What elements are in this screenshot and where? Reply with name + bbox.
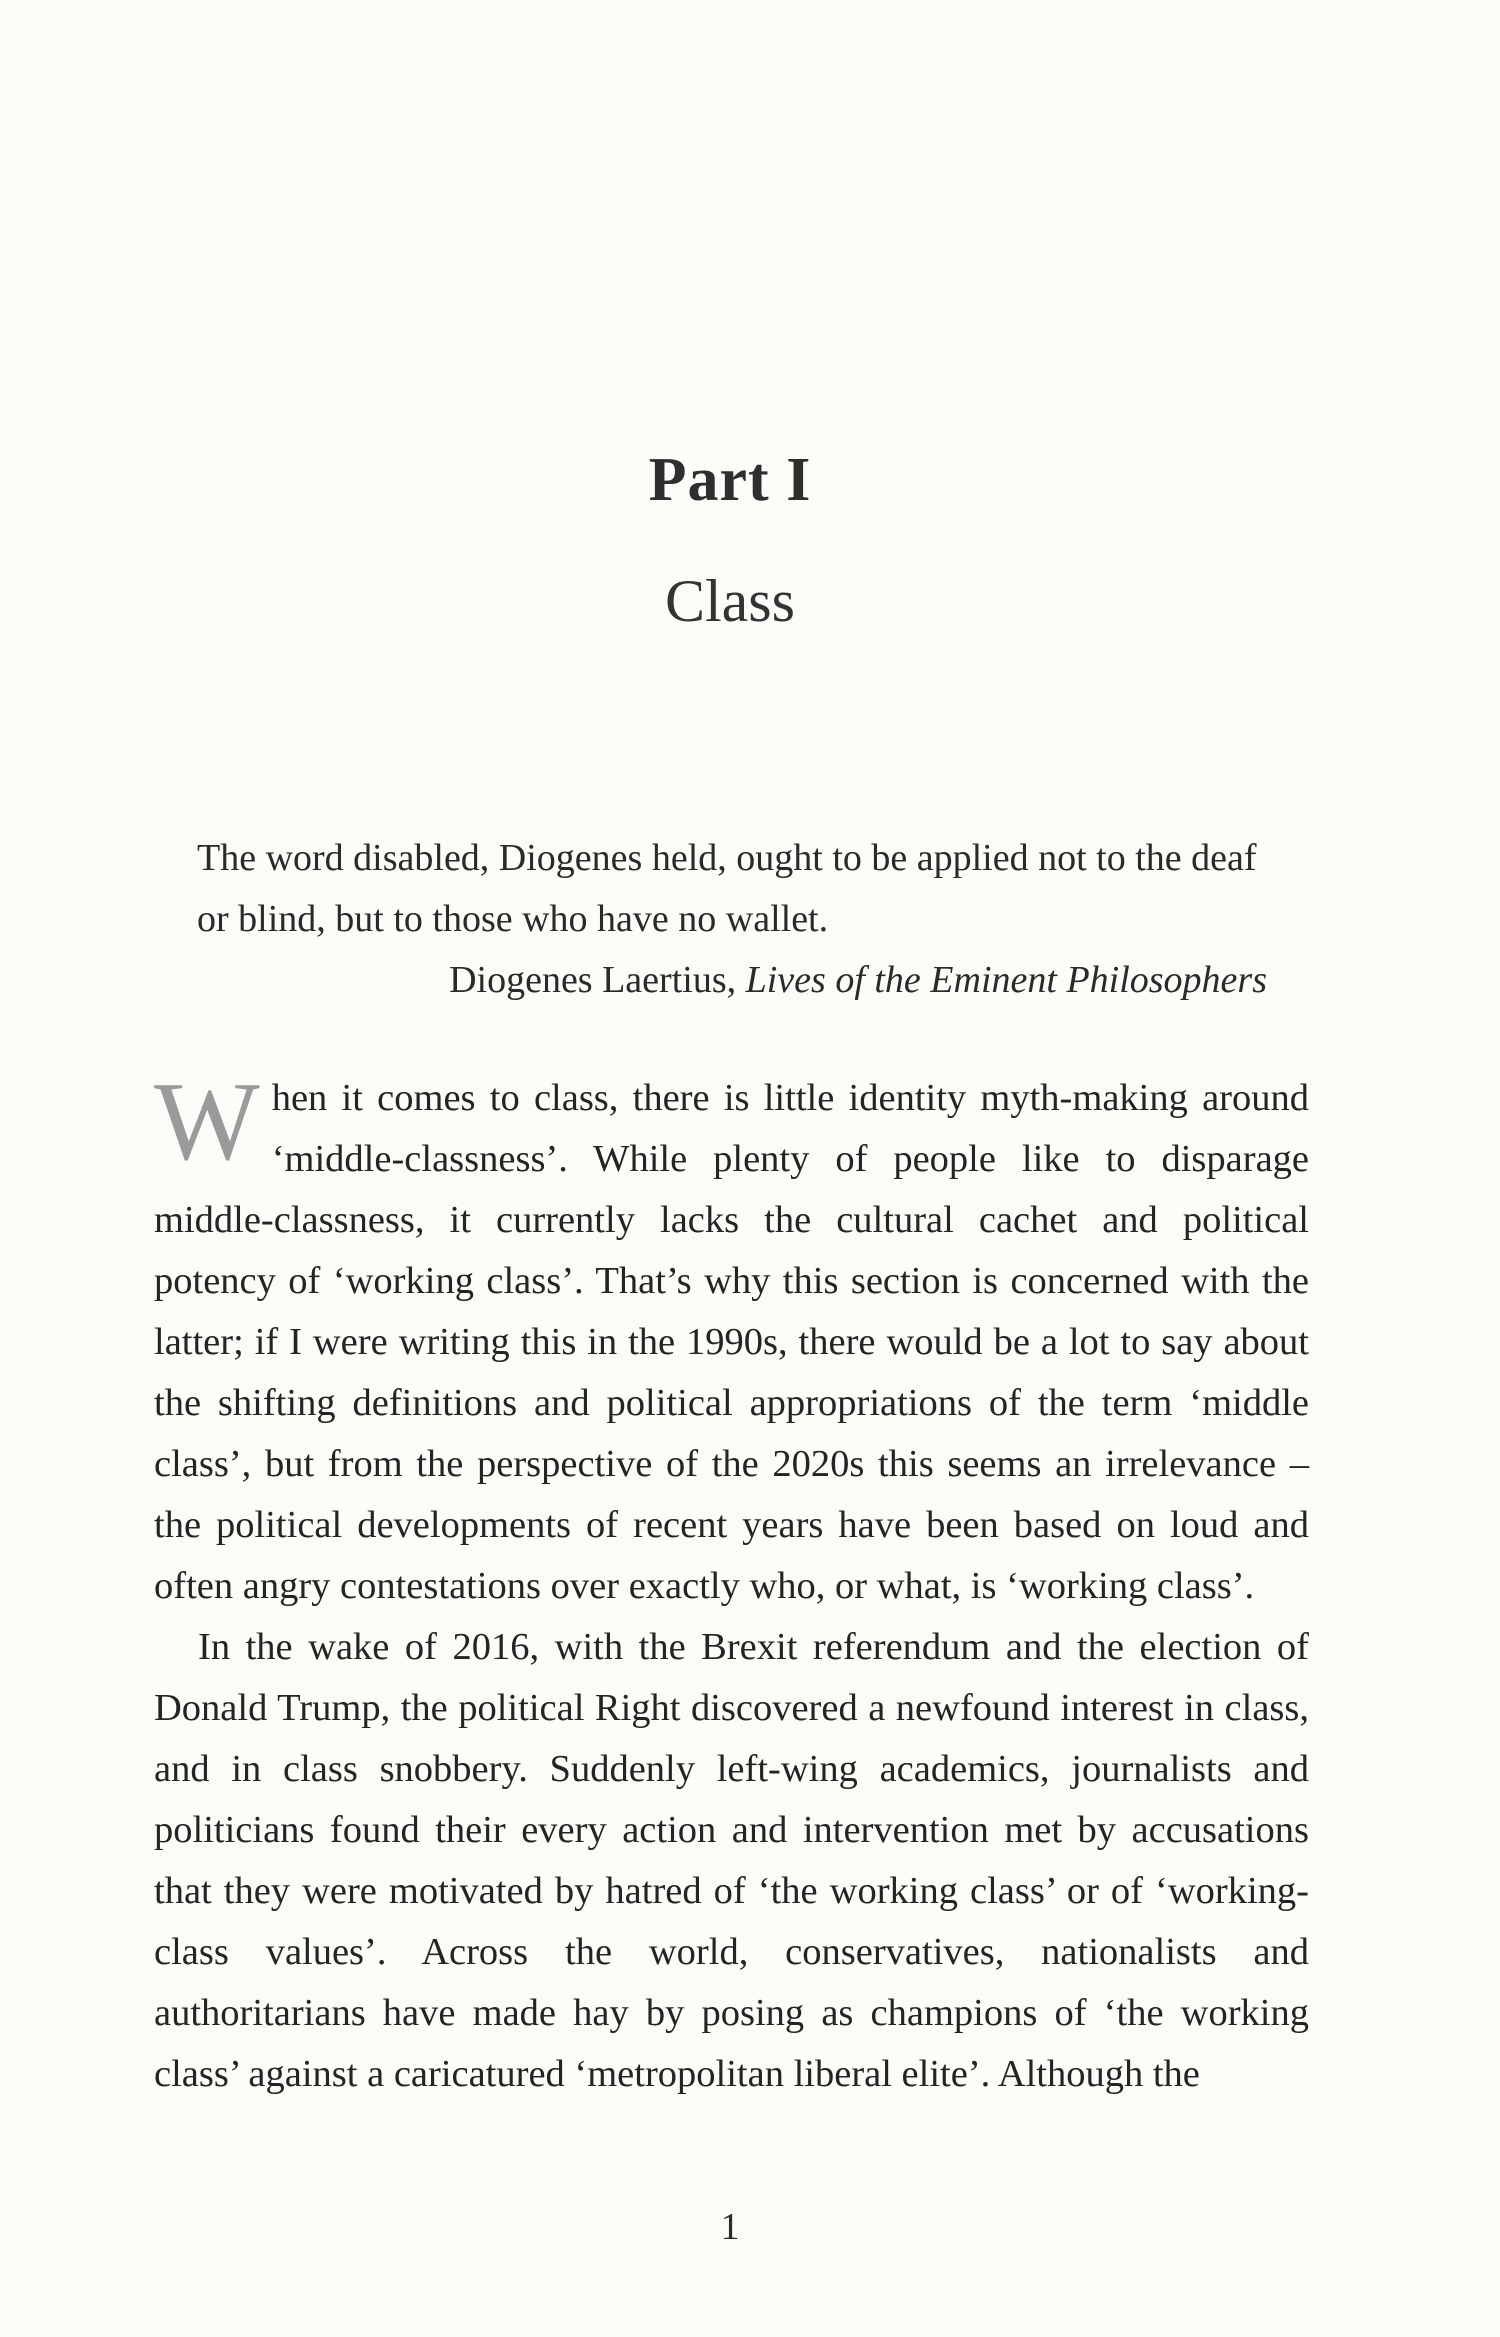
page-number: 1 bbox=[720, 2206, 740, 2248]
epigraph-quote: The word disabled, Diogenes held, ought to be applied not to the deaf or blind, but to those who have no wallet. bbox=[197, 837, 1257, 940]
epigraph bbox=[197, 828, 1267, 1011]
epigraph-attribution bbox=[197, 950, 1267, 1011]
part-number-heading: Part I bbox=[648, 446, 812, 514]
body-text bbox=[154, 1060, 1309, 2105]
epigraph-work-title: Lives of the Eminent Philosophers bbox=[745, 959, 1267, 1001]
epigraph-author: Diogenes Laertius, bbox=[449, 959, 737, 1001]
drop-cap-letter: W bbox=[154, 1060, 260, 1184]
body-paragraph-2: In the wake of 2016, with the Brexit referendum and the election of Donald Trump, the political Right discovered a newfound interest in class, and in class snobbery. Suddenly left-wing academics, journalists and politicians found their every action and intervention met by accusations that they were motivated by hatred of ‘the working class’ or of ‘working-class values’. Across the world, conservatives, nationalists and authoritarians have made hay by posing as champions of ‘the working class’ against a caricatured ‘metropolitan liberal elite’. Although the bbox=[154, 1626, 1309, 2095]
body-paragraph-1 bbox=[154, 1060, 1309, 1617]
part-title-heading: Class bbox=[664, 568, 796, 634]
body-paragraph-1-text: hen it comes to class, there is little identity myth-making around ‘middle-classness’. While plenty of people like to disparage middle-classness, it currently lacks the cultural cachet and political potency of ‘working class’. That’s why this section is concerned with the latter; if I were writing this in the 1990s, there would be a lot to say about the shifting definitions and political appropriations of the term ‘middle class’, but from the perspective of the 2020s this seems an irrelevance – the political developments of recent years have been based on loud and often angry contestations over exactly who, or what, is ‘working class’. bbox=[154, 1077, 1309, 1607]
